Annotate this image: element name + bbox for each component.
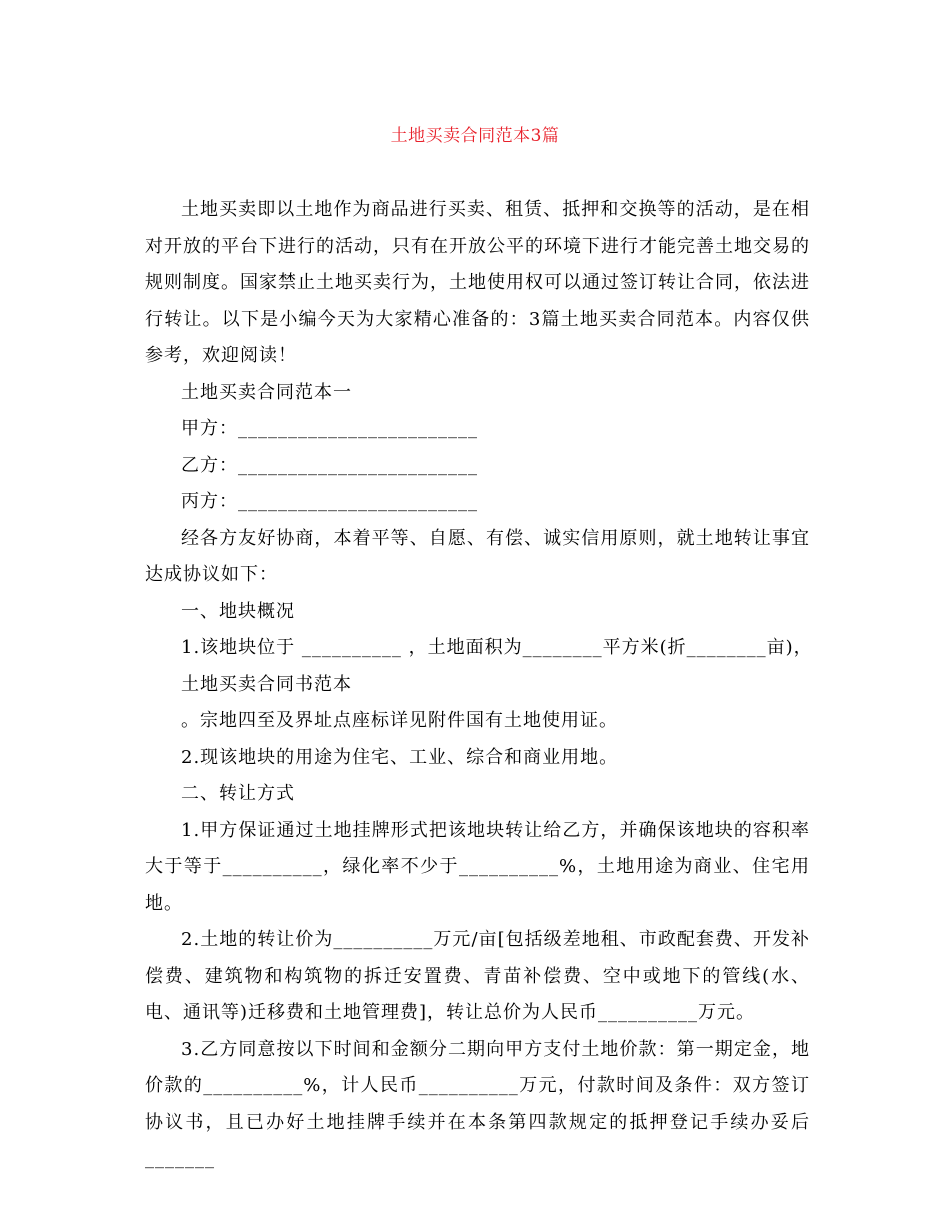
party-c-line: 丙方：________________________ bbox=[181, 491, 478, 512]
clause-2-1-listing: 1.甲方保证通过土地挂牌形式把该地块转让给乙方，并确保该地块的容积率大于等于__________，绿化率不少于__________%，土地用途为商业、住宅用地。 bbox=[145, 819, 810, 914]
agreement-intro-paragraph: 经各方友好协商，本着平等、自愿、有偿、诚实信用原则，就土地转让事宜达成协议如下： bbox=[145, 527, 810, 585]
clause-1-2-usage: 2.现该地块的用途为住宅、工业、综合和商业用地。 bbox=[181, 746, 619, 768]
clause-heading-plot-overview: 一、地块概况 bbox=[181, 600, 295, 622]
inline-subheading-contract-template: 土地买卖合同书范本 bbox=[181, 673, 352, 695]
clause-boundary-note: 。宗地四至及界址点座标详见附件国有土地使用证。 bbox=[181, 710, 618, 731]
section-heading-template-one: 土地买卖合同范本一 bbox=[181, 381, 352, 403]
party-b-line: 乙方：________________________ bbox=[181, 454, 478, 476]
clause-2-3-payment: 3.乙方同意按以下时间和金额分二期向甲方支付土地价款：第一期定金，地价款的__________%，计人民币__________万元，付款时间及条件：双方签订协议书，且已办好土地挂牌手续并在本条第四款规定的抵押登记手续办妥后_______ bbox=[145, 1038, 810, 1169]
clause-heading-transfer-method: 二、转让方式 bbox=[181, 783, 295, 804]
clause-2-2-price: 2.土地的转让价为__________万元/亩[包括级差地租、市政配套费、开发补偿费、建筑物和构筑物的拆迁安置费、青苗补偿费、空中或地下的管线(水、电、通讯等)迁移费和土地管理费]，转让总价为人民币__________万元。 bbox=[145, 929, 810, 1023]
document-title: 土地买卖合同范本3篇 bbox=[390, 126, 560, 146]
document-body bbox=[145, 192, 813, 1178]
clause-1-1-location: 1.该地块位于 __________ ，土地面积为________平方米(折________亩)， bbox=[181, 637, 813, 658]
intro-paragraph: 土地买卖即以土地作为商品进行买卖、租赁、抵押和交换等的活动，是在相对开放的平台下进行的活动，只有在开放公平的环境下进行才能完善土地交易的规则制度。国家禁止土地买卖行为，土地使用权可以通过签订转让合同，依法进行转让。以下是小编今天为大家精心准备的：3篇土地买卖合同范本。内容仅供参考，欢迎阅读！ bbox=[145, 199, 810, 366]
party-a-line: 甲方：________________________ bbox=[181, 418, 478, 439]
